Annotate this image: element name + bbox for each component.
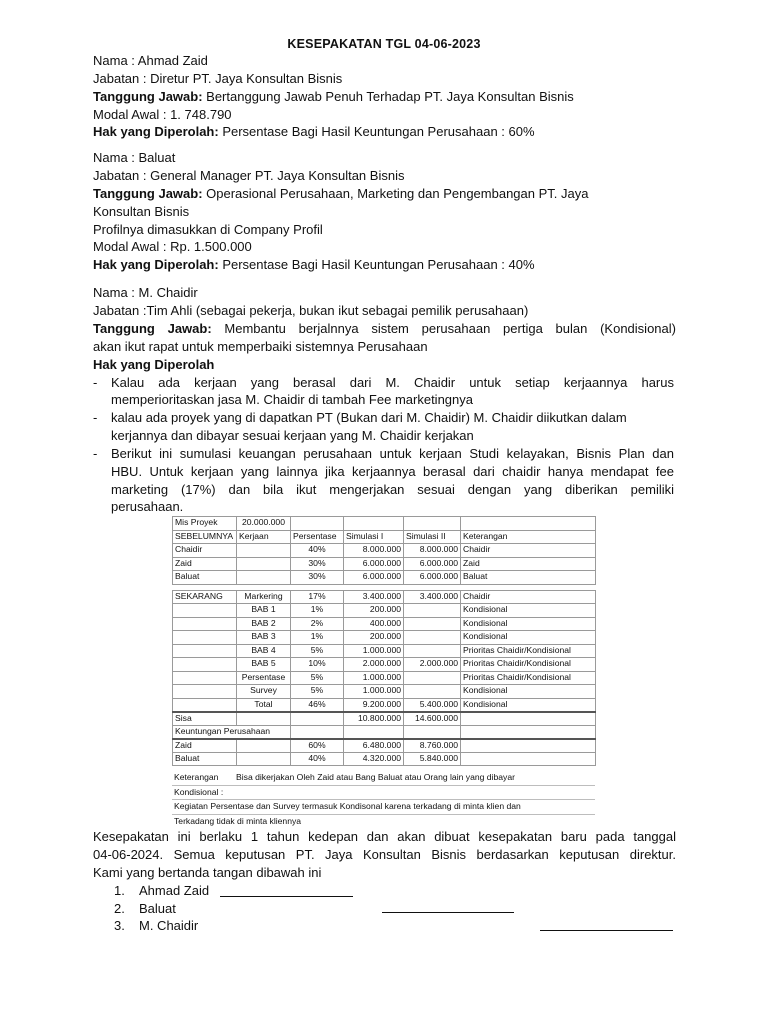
table-cell: 5% [291, 685, 344, 699]
closing-line-3: Kami yang bertanda tangan dibawah ini [93, 865, 322, 880]
table-cell: Total [237, 698, 291, 712]
table-row [173, 617, 596, 631]
table-cell [404, 685, 461, 699]
table-row [173, 557, 596, 571]
table-cell: BAB 3 [237, 631, 291, 645]
document-title: KESEPAKATAN TGL 04-06-2023 [287, 37, 481, 51]
table-cell: Chaidir [461, 544, 596, 558]
bullet-1-line-2: memperioritaskan jasa M. Chaidir di tambah Fee marketingnya [111, 392, 473, 407]
tj-label: Tanggung Jawab: [93, 89, 203, 104]
signature-3-line [540, 930, 673, 931]
signature-1-number: 1. [114, 883, 125, 898]
table-cell: Prioritas Chaidir/Kondisional [461, 644, 596, 658]
table-cell: Baluat [173, 752, 237, 766]
table-cell [237, 752, 291, 766]
table-cell [237, 571, 291, 585]
bullet-marker: - [93, 410, 98, 425]
table-cell: 8.000.000 [404, 544, 461, 558]
person1-modal: Modal Awal : 1. 748.790 [93, 107, 232, 122]
person1-jabatan: Jabatan : Diretur PT. Jaya Konsultan Bisnis [93, 71, 343, 86]
bullet-2-line-1: kalau ada proyek yang di dapatkan PT (Bukan dari M. Chaidir) M. Chaidir diikutkan dalam [111, 410, 627, 425]
table-notes [172, 771, 595, 828]
table-cell: 6.000.000 [404, 557, 461, 571]
table-cell [404, 517, 461, 531]
table-cell [173, 644, 237, 658]
signature-3-number: 3. [114, 918, 125, 933]
table-cell: Chaidir [461, 590, 596, 604]
note-kondisional-label-text: Kondisional : [174, 786, 224, 797]
table-cell [291, 517, 344, 531]
table-cell: Chaidir [173, 544, 237, 558]
table-row [173, 752, 596, 766]
table-cell [344, 517, 404, 531]
table-cell: Simulasi I [344, 530, 404, 544]
bullet-2-line-2: kerjannya dan dibayar sesuai kerjaan yang M. Chaidir kerjakan [111, 428, 474, 443]
table-cell: 5.400.000 [404, 698, 461, 712]
person2-tanggung-jawab [93, 185, 676, 203]
table-cell: BAB 2 [237, 617, 291, 631]
person2-nama: Nama : Baluat [93, 150, 176, 165]
table-cell: Survey [237, 685, 291, 699]
table-cell: Kondisional [461, 604, 596, 618]
table-cell: Kondisional [461, 617, 596, 631]
table-row [173, 604, 596, 618]
hak-label: Hak yang Diperolah: [93, 124, 219, 139]
signature-3-name: M. Chaidir [139, 918, 199, 933]
simulation-table [172, 516, 596, 766]
tj-label: Tanggung Jawab: [93, 186, 203, 201]
person2-tanggung-jawab-cont: Konsultan Bisnis [93, 204, 190, 219]
person3-hak-heading: Hak yang Diperolah [93, 357, 215, 372]
table-cell: Baluat [173, 571, 237, 585]
person3-tanggung-jawab [93, 320, 676, 338]
table-cell [173, 658, 237, 672]
table-cell: Kondisional [461, 685, 596, 699]
note-kondisional-2-text: Terkadang tidak di minta kliennya [174, 815, 302, 826]
bullet-3-line-3: marketing (17%) dan bila ikut mengerjakan sesuai dengan yang diberikan pemiliki [111, 482, 674, 497]
note-kondisional-1-text: Kegiatan Persentase dan Survey termasuk Kondisonal karena terkadang di minta klien dan [174, 801, 521, 811]
table-cell [344, 725, 404, 739]
tj-value: Membantu berjalnnya sistem perusahaan pertiga bulan (Kondisional) [211, 321, 676, 336]
table-cell [173, 685, 237, 699]
table-cell: 200.000 [344, 631, 404, 645]
bullet-1-line-1: Kalau ada kerjaan yang berasal dari M. Chaidir untuk setiap kerjaannya harus [111, 375, 674, 390]
table-cell [461, 725, 596, 739]
table-cell: 2% [291, 617, 344, 631]
table-cell [237, 712, 291, 726]
table-cell: Zaid [461, 557, 596, 571]
table-cell [404, 644, 461, 658]
table-cell: 6.000.000 [344, 557, 404, 571]
bullet-marker: - [93, 446, 98, 461]
bullet-3-line-2: HBU. Untuk kerjaan yang lainnya jika kerjaannya berasal dari chaidir hanya mendapat fee [111, 464, 674, 479]
table-cell: 5% [291, 644, 344, 658]
table-cell [461, 517, 596, 531]
table-cell: BAB 1 [237, 604, 291, 618]
table-cell: Kondisional [461, 698, 596, 712]
table-cell: 10.800.000 [344, 712, 404, 726]
hak-value: Persentase Bagi Hasil Keuntungan Perusahaan : 40% [218, 257, 535, 272]
table-cell: 30% [291, 571, 344, 585]
table-row [173, 725, 596, 739]
table-cell: BAB 4 [237, 644, 291, 658]
signature-1-line [220, 896, 353, 897]
table-cell: 1.000.000 [344, 644, 404, 658]
table-cell: Zaid [173, 739, 237, 753]
table-row [173, 544, 596, 558]
table-cell: 8.000.000 [344, 544, 404, 558]
table-cell: 1.000.000 [344, 685, 404, 699]
person2-profil: Profilnya dimasukkan di Company Profil [93, 222, 323, 237]
table-cell: 46% [291, 698, 344, 712]
table-cell [461, 752, 596, 766]
table-cell [291, 725, 344, 739]
table-cell: Mis Proyek [173, 517, 237, 531]
table-cell: 6.000.000 [404, 571, 461, 585]
tj-value: Bertanggung Jawab Penuh Terhadap PT. Jaya Konsultan Bisnis [202, 89, 574, 104]
table-cell: 4.320.000 [344, 752, 404, 766]
signature-1-name: Ahmad Zaid [139, 883, 210, 898]
table-cell: 9.200.000 [344, 698, 404, 712]
note-kondisional-label [172, 786, 595, 801]
table-row [173, 517, 596, 531]
table-cell [237, 739, 291, 753]
person2-jabatan: Jabatan : General Manager PT. Jaya Konsultan Bisnis [93, 168, 405, 183]
person1-tanggung-jawab [93, 88, 676, 106]
table-cell: Persentase [291, 530, 344, 544]
table-cell: 40% [291, 544, 344, 558]
table-cell [404, 631, 461, 645]
table-cell: 3.400.000 [404, 590, 461, 604]
person2-modal: Modal Awal : Rp. 1.500.000 [93, 239, 252, 254]
table-cell: 1.000.000 [344, 671, 404, 685]
table-cell: Persentase [237, 671, 291, 685]
table-cell [173, 671, 237, 685]
table-cell: 40% [291, 752, 344, 766]
table-cell [461, 712, 596, 726]
table-cell: 30% [291, 557, 344, 571]
table-cell [404, 671, 461, 685]
table-cell [291, 712, 344, 726]
table-cell: Sisa [173, 712, 237, 726]
table-cell: Prioritas Chaidir/Kondisional [461, 671, 596, 685]
person3-jabatan: Jabatan :Tim Ahli (sebagai pekerja, bukan ikut sebagai pemilik perusahaan) [93, 303, 529, 318]
table-cell [173, 631, 237, 645]
table-cell [173, 604, 237, 618]
table-cell: Keuntungan Perusahaan [173, 725, 291, 739]
bullet-marker: - [93, 375, 98, 390]
tj-value: Operasional Perusahaan, Marketing dan Pengembangan PT. Jaya [202, 186, 589, 201]
table-row [173, 698, 596, 712]
table-cell: 8.760.000 [404, 739, 461, 753]
table-cell: 1% [291, 604, 344, 618]
table-cell: 400.000 [344, 617, 404, 631]
closing-line-2: 04-06-2024. Semua keputusan PT. Jaya Konsultan Bisnis berdasarkan keputusan direktur. [93, 847, 676, 862]
table-cell: Simulasi II [404, 530, 461, 544]
table-cell: Kondisional [461, 631, 596, 645]
signature-2-name: Baluat [139, 901, 176, 916]
table-cell: 20.000.000 [237, 517, 291, 531]
table-cell [461, 739, 596, 753]
note-keterangan [172, 771, 595, 786]
table-cell [404, 617, 461, 631]
table-row [173, 571, 596, 585]
closing-line-1: Kesepakatan ini berlaku 1 tahun kedepan dan akan dibuat kesepakatan baru pada tanggal [93, 829, 676, 844]
table-cell: 5.840.000 [404, 752, 461, 766]
table-cell: 3.400.000 [344, 590, 404, 604]
table-cell: Keterangan [461, 530, 596, 544]
table-cell [173, 617, 237, 631]
table-cell: 14.600.000 [404, 712, 461, 726]
hak-label: Hak yang Diperolah: [93, 257, 219, 272]
person3-tanggung-jawab-cont: akan ikut rapat untuk memperbaiki sistemnya Perusahaan [93, 339, 428, 354]
table-row [173, 631, 596, 645]
signature-2-line [382, 912, 514, 913]
note-keterangan-value: Bisa dikerjakan Oleh Zaid atau Bang Baluat atau Orang lain yang dibayar [236, 772, 515, 782]
table-cell: 5% [291, 671, 344, 685]
bullet-3-line-4: perusahaan. [111, 499, 184, 514]
table-row [173, 658, 596, 672]
table-cell [404, 604, 461, 618]
table-cell: BAB 5 [237, 658, 291, 672]
table-cell [404, 725, 461, 739]
person1-hak [93, 123, 676, 141]
table-cell: 2.000.000 [404, 658, 461, 672]
table-row [173, 739, 596, 753]
table-cell: 6.000.000 [344, 571, 404, 585]
table-cell [237, 544, 291, 558]
table-cell [173, 698, 237, 712]
table-cell: Baluat [461, 571, 596, 585]
table-cell: Zaid [173, 557, 237, 571]
table-cell: 2.000.000 [344, 658, 404, 672]
table-row [173, 530, 596, 544]
table-cell: Markering [237, 590, 291, 604]
table-cell: 10% [291, 658, 344, 672]
note-kondisional-1 [172, 800, 595, 815]
table-row [173, 712, 596, 726]
person1-nama: Nama : Ahmad Zaid [93, 53, 208, 68]
table-cell: 200.000 [344, 604, 404, 618]
table-row [173, 685, 596, 699]
note-kondisional-2 [172, 815, 595, 829]
table-cell: 60% [291, 739, 344, 753]
table-row [173, 644, 596, 658]
hak-value: Persentase Bagi Hasil Keuntungan Perusahaan : 60% [218, 124, 535, 139]
table-cell: Prioritas Chaidir/Kondisional [461, 658, 596, 672]
signature-2-number: 2. [114, 901, 125, 916]
person3-nama: Nama : M. Chaidir [93, 285, 198, 300]
table-cell [237, 557, 291, 571]
table-cell: SEKARANG [173, 590, 237, 604]
table-cell: 17% [291, 590, 344, 604]
table-cell: 1% [291, 631, 344, 645]
tj-label: Tanggung Jawab: [93, 321, 212, 336]
person2-hak [93, 256, 676, 274]
table-row [173, 671, 596, 685]
table-cell: 6.480.000 [344, 739, 404, 753]
table-row [173, 590, 596, 604]
bullet-3-line-1: Berikut ini sumulasi keuangan perusahaan untuk kerjaan Studi kelayakan, Bisnis Plan dan [111, 446, 674, 461]
table-cell: Kerjaan [237, 530, 291, 544]
note-keterangan-label: Keterangan [174, 772, 219, 782]
table-cell: SEBELUMNYA [173, 530, 237, 544]
